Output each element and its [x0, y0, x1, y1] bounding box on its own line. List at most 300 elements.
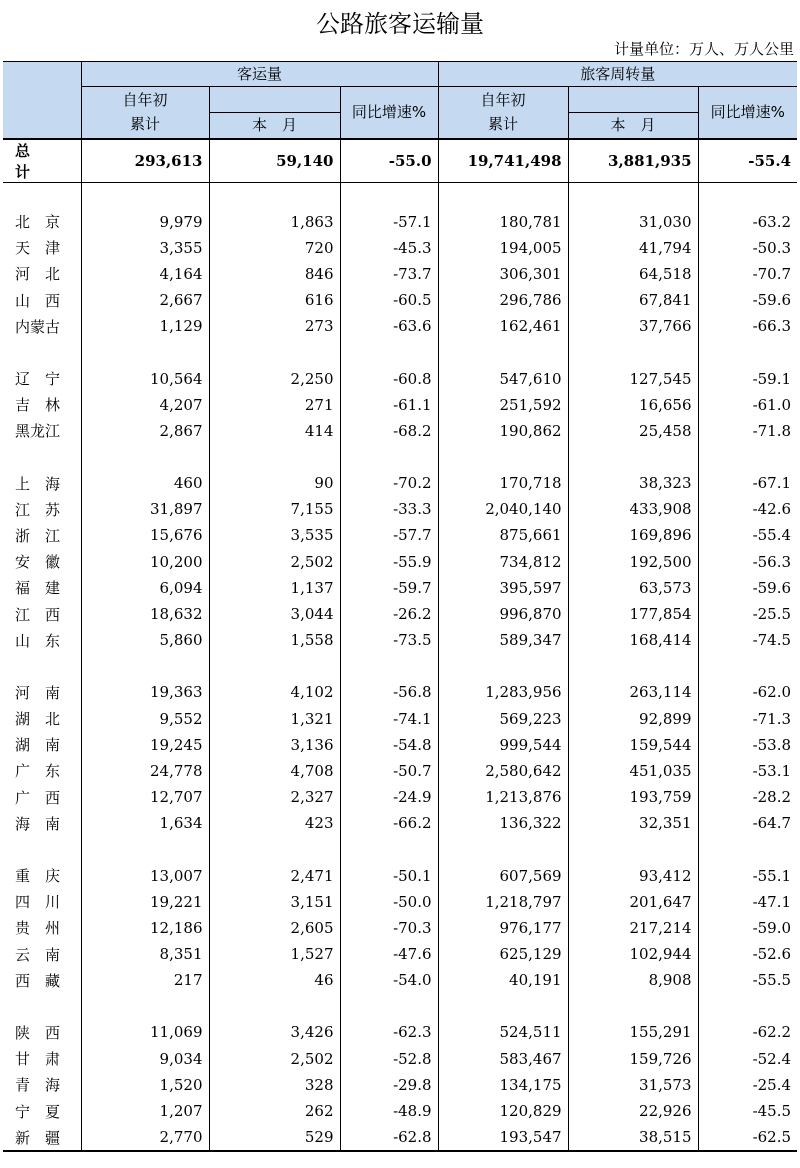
spacer-cell	[3, 653, 81, 679]
spacer-cell	[209, 653, 340, 679]
turnover-month-cell: 16,656	[568, 392, 698, 418]
turnover-ytd-cell: 162,461	[438, 313, 568, 339]
region-name: 江 苏	[3, 496, 81, 522]
table-row	[3, 1124, 797, 1151]
passenger-month-cell: 3,044	[209, 601, 340, 627]
turnover-month-cell: 31,030	[568, 209, 698, 235]
turnover-ytd-cell: 524,511	[438, 1019, 568, 1045]
region-name: 浙 江	[3, 522, 81, 548]
passenger-month-cell: 271	[209, 392, 340, 418]
passenger-ytd-cell: 4,164	[81, 261, 209, 287]
turnover-month-cell: 32,351	[568, 810, 698, 836]
table-body	[3, 139, 797, 1152]
table-row	[3, 1019, 797, 1045]
turnover-ytd-cell: 2,040,140	[438, 496, 568, 522]
turnover-month-cell: 127,545	[568, 365, 698, 391]
table-row	[3, 941, 797, 967]
table-row	[3, 732, 797, 758]
turnover-ytd-cell: 607,569	[438, 862, 568, 888]
spacer-cell	[340, 993, 438, 1019]
spacer-cell	[438, 339, 568, 365]
turnover-ytd-cell: 734,812	[438, 549, 568, 575]
table-row	[3, 784, 797, 810]
region-name: 内蒙古	[3, 313, 81, 339]
passenger-yoy-cell: -59.7	[340, 575, 438, 601]
turnover-month-cell: 22,926	[568, 1098, 698, 1124]
turnover-ytd-cell: 583,467	[438, 1046, 568, 1072]
spacer-cell	[3, 993, 81, 1019]
region-name: 甘 肃	[3, 1046, 81, 1072]
turnover-yoy-cell: -42.6	[698, 496, 797, 522]
passenger-ytd-cell: 18,632	[81, 601, 209, 627]
turnover-yoy-cell: -53.1	[698, 758, 797, 784]
table-row	[3, 967, 797, 993]
turnover-ytd-cell: 193,547	[438, 1124, 568, 1151]
header-passenger-yoy: 同比增速%	[340, 87, 438, 139]
turnover-ytd-cell: 19,741,498	[438, 139, 568, 183]
turnover-yoy-cell: -71.3	[698, 706, 797, 732]
table-row	[3, 1072, 797, 1098]
spacer-cell	[209, 444, 340, 470]
passenger-ytd-cell: 460	[81, 470, 209, 496]
spacer-cell	[81, 182, 209, 209]
table-row	[3, 235, 797, 261]
passenger-month-cell: 7,155	[209, 496, 340, 522]
table-row	[3, 549, 797, 575]
spacer-cell	[698, 653, 797, 679]
passenger-month-cell: 1,321	[209, 706, 340, 732]
turnover-month-cell: 102,944	[568, 941, 698, 967]
spacer-cell	[568, 182, 698, 209]
turnover-ytd-cell: 2,580,642	[438, 758, 568, 784]
header-passenger-month: 本 月	[209, 113, 340, 139]
spacer-row	[3, 444, 797, 470]
spacer-cell	[340, 444, 438, 470]
spacer-row	[3, 993, 797, 1019]
turnover-yoy-cell: -71.8	[698, 418, 797, 444]
region-name: 广 西	[3, 784, 81, 810]
passenger-month-cell: 529	[209, 1124, 340, 1151]
region-name: 福 建	[3, 575, 81, 601]
spacer-cell	[698, 993, 797, 1019]
turnover-month-cell: 3,881,935	[568, 139, 698, 183]
region-name: 北 京	[3, 209, 81, 235]
passenger-yoy-cell: -50.1	[340, 862, 438, 888]
turnover-month-cell: 38,323	[568, 470, 698, 496]
table-row	[3, 679, 797, 705]
table-row	[3, 209, 797, 235]
passenger-month-cell: 423	[209, 810, 340, 836]
header-passenger: 客运量	[81, 62, 438, 87]
table-row	[3, 418, 797, 444]
turnover-ytd-cell: 875,661	[438, 522, 568, 548]
turnover-month-cell: 433,908	[568, 496, 698, 522]
region-name: 辽 宁	[3, 365, 81, 391]
turnover-ytd-cell: 999,544	[438, 732, 568, 758]
passenger-yoy-cell: -29.8	[340, 1072, 438, 1098]
turnover-yoy-cell: -64.7	[698, 810, 797, 836]
passenger-month-cell: 46	[209, 967, 340, 993]
turnover-ytd-cell: 1,213,876	[438, 784, 568, 810]
passenger-month-cell: 273	[209, 313, 340, 339]
region-name: 天 津	[3, 235, 81, 261]
turnover-month-cell: 37,766	[568, 313, 698, 339]
passenger-ytd-cell: 19,221	[81, 889, 209, 915]
header-turnover-month-spacer	[568, 87, 698, 113]
region-name: 重 庆	[3, 862, 81, 888]
passenger-yoy-cell: -66.2	[340, 810, 438, 836]
table-row	[3, 522, 797, 548]
spacer-row	[3, 339, 797, 365]
region-name: 西 藏	[3, 967, 81, 993]
turnover-ytd-cell: 180,781	[438, 209, 568, 235]
turnover-month-cell: 155,291	[568, 1019, 698, 1045]
spacer-cell	[209, 993, 340, 1019]
passenger-ytd-cell: 2,867	[81, 418, 209, 444]
turnover-month-cell: 64,518	[568, 261, 698, 287]
total-row	[3, 139, 797, 183]
spacer-cell	[3, 339, 81, 365]
turnover-month-cell: 93,412	[568, 862, 698, 888]
table-row	[3, 313, 797, 339]
table-row	[3, 1046, 797, 1072]
spacer-cell	[81, 653, 209, 679]
passenger-month-cell: 3,535	[209, 522, 340, 548]
turnover-yoy-cell: -55.4	[698, 522, 797, 548]
passenger-ytd-cell: 10,564	[81, 365, 209, 391]
turnover-ytd-cell: 589,347	[438, 627, 568, 653]
turnover-yoy-cell: -62.0	[698, 679, 797, 705]
passenger-yoy-cell: -61.1	[340, 392, 438, 418]
passenger-month-cell: 616	[209, 287, 340, 313]
turnover-ytd-cell: 625,129	[438, 941, 568, 967]
passenger-month-cell: 3,426	[209, 1019, 340, 1045]
turnover-month-cell: 201,647	[568, 889, 698, 915]
turnover-month-cell: 168,414	[568, 627, 698, 653]
table-row	[3, 496, 797, 522]
passenger-ytd-cell: 1,207	[81, 1098, 209, 1124]
passenger-ytd-cell: 9,034	[81, 1046, 209, 1072]
spacer-cell	[209, 339, 340, 365]
turnover-ytd-cell: 1,218,797	[438, 889, 568, 915]
passenger-yoy-cell: -62.3	[340, 1019, 438, 1045]
passenger-yoy-cell: -48.9	[340, 1098, 438, 1124]
passenger-month-cell: 414	[209, 418, 340, 444]
passenger-yoy-cell: -33.3	[340, 496, 438, 522]
turnover-ytd-cell: 190,862	[438, 418, 568, 444]
passenger-month-cell: 1,863	[209, 209, 340, 235]
spacer-cell	[3, 444, 81, 470]
turnover-ytd-cell: 996,870	[438, 601, 568, 627]
turnover-ytd-cell: 134,175	[438, 1072, 568, 1098]
turnover-ytd-cell: 170,718	[438, 470, 568, 496]
region-name: 河 北	[3, 261, 81, 287]
spacer-row	[3, 653, 797, 679]
region-name: 云 南	[3, 941, 81, 967]
turnover-ytd-cell: 251,592	[438, 392, 568, 418]
spacer-cell	[568, 444, 698, 470]
passenger-ytd-cell: 12,707	[81, 784, 209, 810]
region-name: 上 海	[3, 470, 81, 496]
region-name: 总计	[3, 139, 81, 183]
passenger-ytd-cell: 5,860	[81, 627, 209, 653]
turnover-month-cell: 25,458	[568, 418, 698, 444]
spacer-cell	[568, 653, 698, 679]
passenger-ytd-cell: 31,897	[81, 496, 209, 522]
turnover-yoy-cell: -25.4	[698, 1072, 797, 1098]
spacer-cell	[81, 444, 209, 470]
turnover-yoy-cell: -74.5	[698, 627, 797, 653]
passenger-month-cell: 1,558	[209, 627, 340, 653]
passenger-month-cell: 328	[209, 1072, 340, 1098]
turnover-yoy-cell: -59.6	[698, 575, 797, 601]
turnover-month-cell: 159,544	[568, 732, 698, 758]
region-name: 新 疆	[3, 1124, 81, 1151]
turnover-yoy-cell: -63.2	[698, 209, 797, 235]
unit-note: 计量单位：万人、万人公里	[613, 40, 794, 58]
table-row	[3, 915, 797, 941]
passenger-yoy-cell: -55.0	[340, 139, 438, 183]
passenger-ytd-cell: 1,634	[81, 810, 209, 836]
turnover-ytd-cell: 569,223	[438, 706, 568, 732]
turnover-month-cell: 67,841	[568, 287, 698, 313]
passenger-month-cell: 2,327	[209, 784, 340, 810]
header-corner	[3, 62, 81, 139]
spacer-cell	[209, 836, 340, 862]
passenger-yoy-cell: -24.9	[340, 784, 438, 810]
turnover-yoy-cell: -52.4	[698, 1046, 797, 1072]
turnover-yoy-cell: -52.6	[698, 941, 797, 967]
passenger-yoy-cell: -54.0	[340, 967, 438, 993]
header-turnover-yoy: 同比增速%	[698, 87, 797, 139]
region-name: 山 东	[3, 627, 81, 653]
spacer-cell	[438, 653, 568, 679]
table-row	[3, 758, 797, 784]
passenger-ytd-cell: 2,667	[81, 287, 209, 313]
passenger-month-cell: 262	[209, 1098, 340, 1124]
header-ytd-line1: 自年初	[480, 91, 526, 110]
region-name: 安 徽	[3, 549, 81, 575]
passenger-yoy-cell: -68.2	[340, 418, 438, 444]
spacer-cell	[340, 836, 438, 862]
region-name: 青 海	[3, 1072, 81, 1098]
region-name: 湖 南	[3, 732, 81, 758]
header-turnover-ytd	[438, 87, 568, 139]
passenger-ytd-cell: 19,363	[81, 679, 209, 705]
spacer-cell	[340, 653, 438, 679]
passenger-yoy-cell: -57.7	[340, 522, 438, 548]
passenger-ytd-cell: 10,200	[81, 549, 209, 575]
turnover-yoy-cell: -66.3	[698, 313, 797, 339]
passenger-month-cell: 2,502	[209, 549, 340, 575]
passenger-yoy-cell: -60.5	[340, 287, 438, 313]
turnover-month-cell: 8,908	[568, 967, 698, 993]
spacer-cell	[81, 993, 209, 1019]
table-row	[3, 1098, 797, 1124]
passenger-ytd-cell: 6,094	[81, 575, 209, 601]
passenger-ytd-cell: 24,778	[81, 758, 209, 784]
turnover-ytd-cell: 194,005	[438, 235, 568, 261]
spacer-cell	[568, 993, 698, 1019]
turnover-yoy-cell: -56.3	[698, 549, 797, 575]
passenger-yoy-cell: -73.7	[340, 261, 438, 287]
spacer-cell	[568, 836, 698, 862]
passenger-yoy-cell: -52.8	[340, 1046, 438, 1072]
passenger-ytd-cell: 9,552	[81, 706, 209, 732]
passenger-ytd-cell: 15,676	[81, 522, 209, 548]
spacer-cell	[81, 339, 209, 365]
passenger-yoy-cell: -55.9	[340, 549, 438, 575]
turnover-month-cell: 169,896	[568, 522, 698, 548]
spacer-cell	[698, 182, 797, 209]
turnover-month-cell: 451,035	[568, 758, 698, 784]
turnover-month-cell: 177,854	[568, 601, 698, 627]
passenger-ytd-cell: 1,129	[81, 313, 209, 339]
turnover-month-cell: 263,114	[568, 679, 698, 705]
passenger-yoy-cell: -45.3	[340, 235, 438, 261]
turnover-yoy-cell: -28.2	[698, 784, 797, 810]
passenger-yoy-cell: -70.2	[340, 470, 438, 496]
turnover-month-cell: 217,214	[568, 915, 698, 941]
turnover-yoy-cell: -45.5	[698, 1098, 797, 1124]
spacer-cell	[438, 993, 568, 1019]
region-name: 河 南	[3, 679, 81, 705]
passenger-yoy-cell: -57.1	[340, 209, 438, 235]
turnover-ytd-cell: 306,301	[438, 261, 568, 287]
turnover-ytd-cell: 136,322	[438, 810, 568, 836]
spacer-cell	[438, 444, 568, 470]
region-name: 海 南	[3, 810, 81, 836]
turnover-month-cell: 193,759	[568, 784, 698, 810]
passenger-month-cell: 846	[209, 261, 340, 287]
passenger-yoy-cell: -56.8	[340, 679, 438, 705]
header-ytd-line2: 累计	[129, 115, 160, 134]
passenger-ytd-cell: 1,520	[81, 1072, 209, 1098]
turnover-ytd-cell: 395,597	[438, 575, 568, 601]
turnover-yoy-cell: -55.4	[698, 139, 797, 183]
header-passenger-month-spacer	[209, 87, 340, 113]
spacer-row	[3, 836, 797, 862]
turnover-month-cell: 92,899	[568, 706, 698, 732]
region-name: 黑龙江	[3, 418, 81, 444]
passenger-yoy-cell: -54.8	[340, 732, 438, 758]
spacer-cell	[3, 836, 81, 862]
region-name: 宁 夏	[3, 1098, 81, 1124]
spacer-cell	[340, 182, 438, 209]
passenger-yoy-cell: -62.8	[340, 1124, 438, 1151]
turnover-yoy-cell: -67.1	[698, 470, 797, 496]
turnover-ytd-cell: 1,283,956	[438, 679, 568, 705]
passenger-month-cell: 720	[209, 235, 340, 261]
passenger-ytd-cell: 293,613	[81, 139, 209, 183]
table-row	[3, 365, 797, 391]
passenger-month-cell: 90	[209, 470, 340, 496]
turnover-yoy-cell: -70.7	[698, 261, 797, 287]
turnover-yoy-cell: -55.5	[698, 967, 797, 993]
passenger-month-cell: 2,250	[209, 365, 340, 391]
passenger-yoy-cell: -73.5	[340, 627, 438, 653]
passenger-month-cell: 4,708	[209, 758, 340, 784]
region-name: 贵 州	[3, 915, 81, 941]
spacer-cell	[698, 836, 797, 862]
turnover-yoy-cell: -62.2	[698, 1019, 797, 1045]
turnover-month-cell: 41,794	[568, 235, 698, 261]
turnover-yoy-cell: -62.5	[698, 1124, 797, 1151]
passenger-ytd-cell: 19,245	[81, 732, 209, 758]
turnover-ytd-cell: 547,610	[438, 365, 568, 391]
region-name: 四 川	[3, 889, 81, 915]
table-row	[3, 627, 797, 653]
table-row	[3, 470, 797, 496]
header-turnover: 旅客周转量	[438, 62, 797, 87]
region-name: 江 西	[3, 601, 81, 627]
header-ytd-line2: 累计	[488, 115, 519, 134]
spacer-cell	[438, 836, 568, 862]
passenger-yoy-cell: -74.1	[340, 706, 438, 732]
turnover-month-cell: 192,500	[568, 549, 698, 575]
turnover-ytd-cell: 296,786	[438, 287, 568, 313]
header-turnover-month: 本 月	[568, 113, 698, 139]
table-row	[3, 810, 797, 836]
passenger-yoy-cell: -47.6	[340, 941, 438, 967]
turnover-ytd-cell: 40,191	[438, 967, 568, 993]
table-row	[3, 601, 797, 627]
region-name: 山 西	[3, 287, 81, 313]
spacer-cell	[438, 182, 568, 209]
turnover-yoy-cell: -59.1	[698, 365, 797, 391]
passenger-yoy-cell: -26.2	[340, 601, 438, 627]
turnover-month-cell: 31,573	[568, 1072, 698, 1098]
table-row	[3, 392, 797, 418]
passenger-month-cell: 2,502	[209, 1046, 340, 1072]
passenger-ytd-cell: 12,186	[81, 915, 209, 941]
spacer-cell	[209, 182, 340, 209]
region-name: 广 东	[3, 758, 81, 784]
passenger-ytd-cell: 3,355	[81, 235, 209, 261]
table-row	[3, 889, 797, 915]
turnover-ytd-cell: 120,829	[438, 1098, 568, 1124]
turnover-month-cell: 38,515	[568, 1124, 698, 1151]
passenger-ytd-cell: 13,007	[81, 862, 209, 888]
table-row	[3, 575, 797, 601]
passenger-yoy-cell: -60.8	[340, 365, 438, 391]
passenger-yoy-cell: -50.0	[340, 889, 438, 915]
turnover-yoy-cell: -50.3	[698, 235, 797, 261]
spacer-cell	[698, 339, 797, 365]
passenger-month-cell: 2,605	[209, 915, 340, 941]
passenger-month-cell: 4,102	[209, 679, 340, 705]
passenger-month-cell: 2,471	[209, 862, 340, 888]
turnover-month-cell: 159,726	[568, 1046, 698, 1072]
passenger-yoy-cell: -63.6	[340, 313, 438, 339]
table-row	[3, 261, 797, 287]
passenger-ytd-cell: 2,770	[81, 1124, 209, 1151]
passenger-month-cell: 59,140	[209, 139, 340, 183]
region-name: 吉 林	[3, 392, 81, 418]
passenger-month-cell: 1,137	[209, 575, 340, 601]
turnover-ytd-cell: 976,177	[438, 915, 568, 941]
passenger-yoy-cell: -70.3	[340, 915, 438, 941]
passenger-ytd-cell: 4,207	[81, 392, 209, 418]
passenger-ytd-cell: 8,351	[81, 941, 209, 967]
spacer-cell	[568, 339, 698, 365]
turnover-month-cell: 63,573	[568, 575, 698, 601]
spacer-cell	[340, 339, 438, 365]
spacer-cell	[3, 182, 81, 209]
table-row	[3, 706, 797, 732]
table-row	[3, 862, 797, 888]
turnover-yoy-cell: -55.1	[698, 862, 797, 888]
